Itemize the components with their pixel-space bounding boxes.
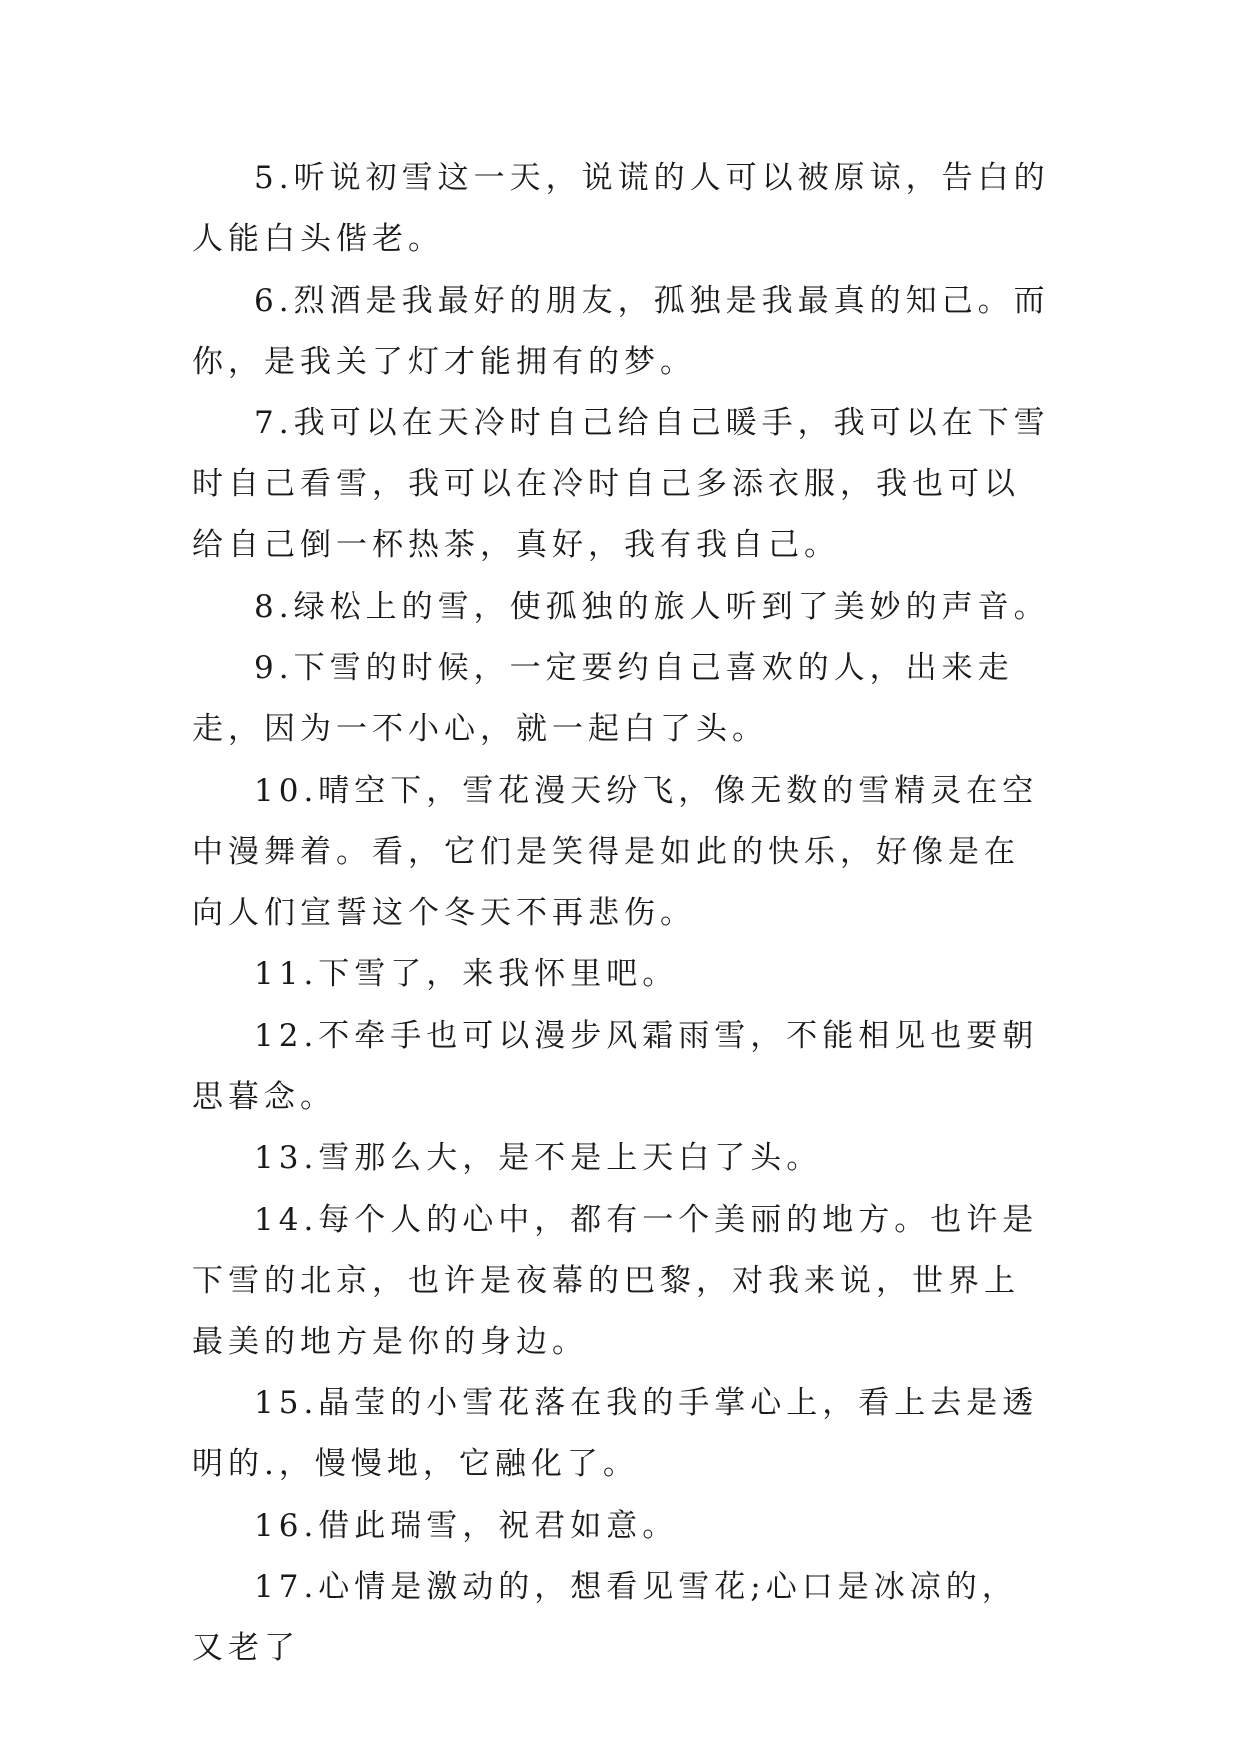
paragraph: 5.听说初雪这一天，说谎的人可以被原谅，告白的人能白头偕老。 <box>192 160 1050 257</box>
paragraph: 6.烈酒是我最好的朋友，孤独是我最真的知己。而你，是我关了灯才能拥有的梦。 <box>192 282 1050 380</box>
paragraph: 15.晶莹的小雪花落在我的手掌心上，看上去是透明的.，慢慢地，它融化了。 <box>192 1385 1039 1482</box>
paragraph: 16.借此瑞雪，祝君如意。 <box>254 1507 679 1544</box>
paragraph: 9.下雪的时候，一定要约自己喜欢的人，出来走走，因为一不小心，就一起白了头。 <box>192 650 1014 747</box>
paragraph: 8.绿松上的雪，使孤独的旅人听到了美妙的声音。 <box>254 588 1050 625</box>
paragraph: 13.雪那么大，是不是上天白了头。 <box>254 1140 823 1176</box>
paragraph: 10.晴空下，雪花漫天纷飞，像无数的雪精灵在空中漫舞着。看，它们是笑得是如此的快乐，好像是在向人们宣誓这个冬天不再悲伤。 <box>192 772 1039 931</box>
paragraph: 7.我可以在天冷时自己给自己暖手，我可以在下雪时自己看雪，我可以在冷时自己多添衣服，我也可以给自己倒一杯热茶，真好，我有我自己。 <box>192 405 1050 563</box>
paragraph: 17.心情是激动的，想看见雪花;心口是冰凉的，又老了 <box>192 1569 1018 1666</box>
paragraph: 11.下雪了，来我怀里吧。 <box>254 956 679 992</box>
document-body <box>192 148 1052 1680</box>
paragraph: 12.不牵手也可以漫步风霜雨雪，不能相见也要朝思暮念。 <box>192 1017 1039 1115</box>
paragraph: 14.每个人的心中，都有一个美丽的地方。也许是下雪的北京，也许是夜幕的巴黎，对我来说，世界上最美的地方是你的身边。 <box>192 1201 1039 1360</box>
